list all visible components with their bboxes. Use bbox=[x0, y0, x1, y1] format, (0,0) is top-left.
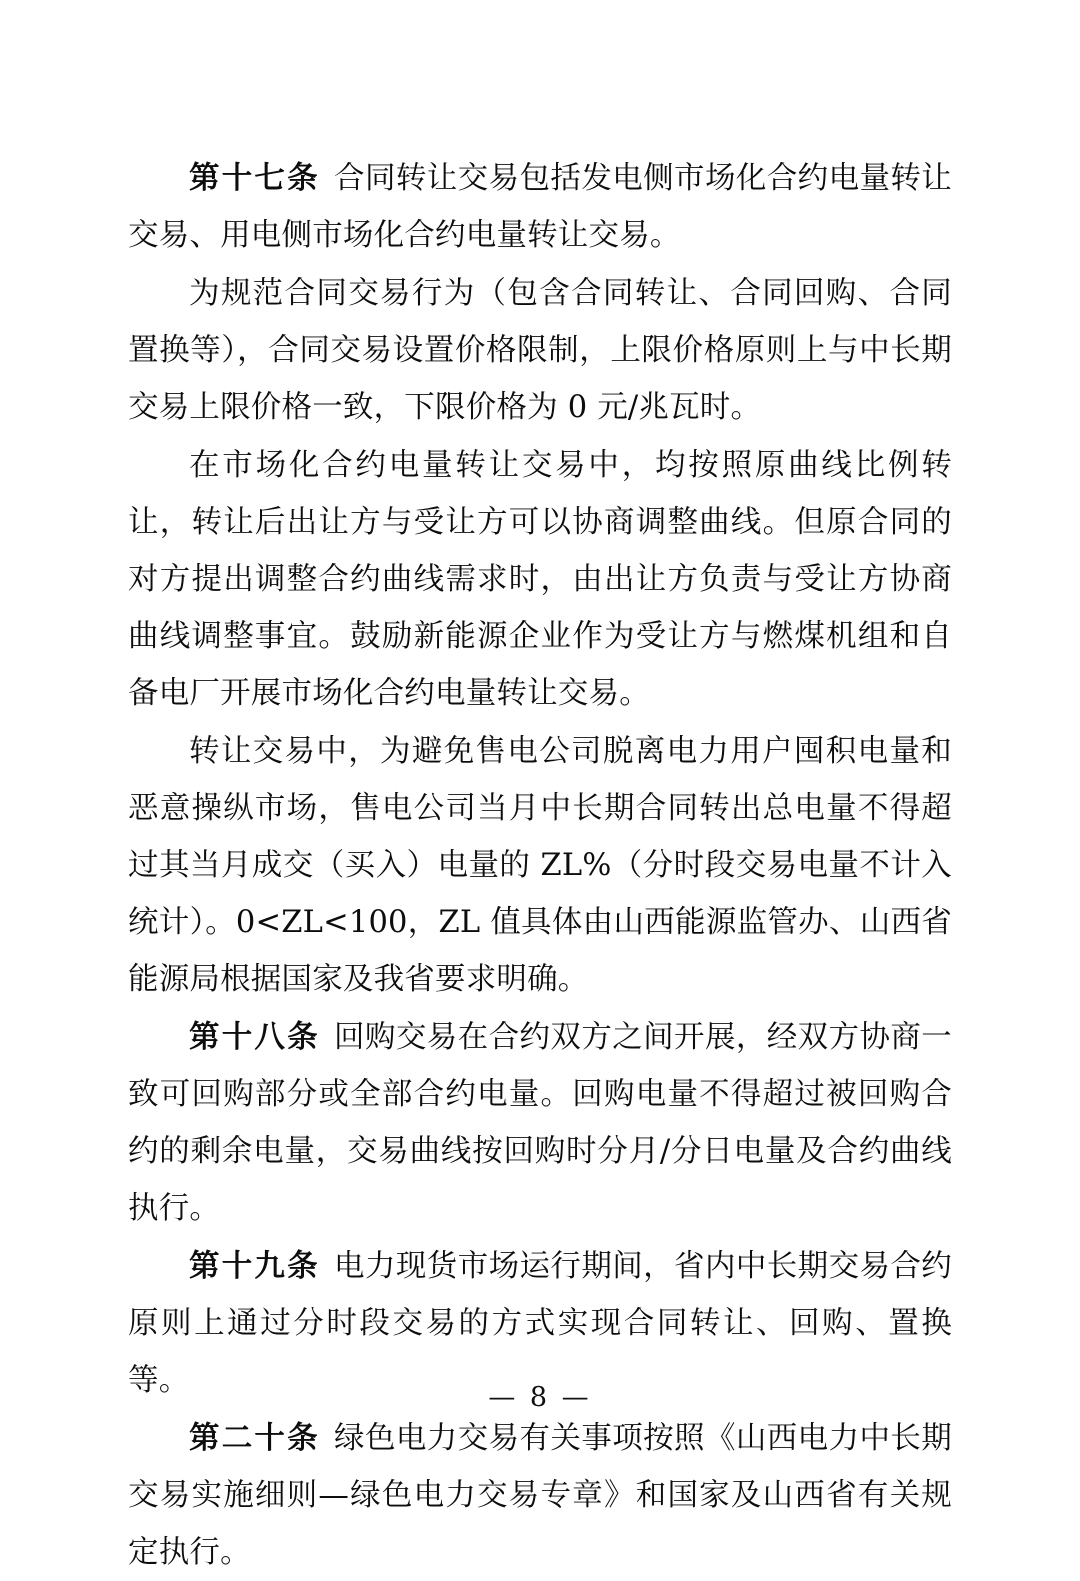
article-label-17: 第十七条 bbox=[189, 160, 320, 196]
paragraph-curve-transfer-text: 在市场化合约电量转让交易中，均按照原曲线比例转让，转让后出让方与受让方可以协商调整曲线。但原合同的对方提出调整合约曲线需求时，由出让方负责与受让方协商曲线调整事宜。鼓励新能源企业作为受让方与燃煤机组和自备电厂开展市场化合约电量转让交易。 bbox=[128, 448, 952, 711]
paragraph-zl-limit-text: 转让交易中，为避免售电公司脱离电力用户囤积电量和恶意操纵市场，售电公司当月中长期合同转出总电量不得超过其当月成交（买入）电量的 ZL%（分时段交易电量不计入统计）。0<ZL<100，ZL 值具体由山西能源监管办、山西省能源局根据国家及我省要求明确。 bbox=[128, 734, 952, 997]
article-text-20: 绿色电力交易有关事项按照《山西电力中长期交易实施细则—绿色电力交易专章》和国家及山西省有关规定执行。 bbox=[128, 1421, 953, 1570]
paragraph-curve-transfer bbox=[128, 437, 952, 722]
document-body bbox=[128, 150, 952, 1581]
article-text-19: 电力现货市场运行期间，省内中长期交易合约原则上通过分时段交易的方式实现合同转让、回购、置换等。 bbox=[128, 1249, 953, 1398]
article-text-17: 合同转让交易包括发电侧市场化合约电量转让交易、用电侧市场化合约电量转让交易。 bbox=[128, 161, 953, 253]
paragraph-article-18 bbox=[128, 1009, 952, 1237]
paragraph-zl-limit bbox=[128, 723, 952, 1008]
paragraph-article-17 bbox=[128, 150, 952, 264]
article-label-18: 第十八条 bbox=[189, 1019, 320, 1055]
paragraph-price-limit bbox=[128, 265, 952, 436]
page-number: — 8 — bbox=[488, 1382, 592, 1413]
paragraph-price-limit-text: 为规范合同交易行为（包含合同转让、合同回购、合同置换等），合同交易设置价格限制，上限价格原则上与中长期交易上限价格一致，下限价格为 0 元/兆瓦时。 bbox=[128, 276, 952, 425]
article-label-19: 第十九条 bbox=[189, 1248, 320, 1284]
paragraph-article-20 bbox=[128, 1410, 952, 1581]
article-text-18: 回购交易在合约双方之间开展，经双方协商一致可回购部分或全部合约电量。回购电量不得超过被回购合约的剩余电量，交易曲线按回购时分月/分日电量及合约曲线执行。 bbox=[128, 1020, 953, 1226]
article-label-20: 第二十条 bbox=[189, 1420, 320, 1456]
